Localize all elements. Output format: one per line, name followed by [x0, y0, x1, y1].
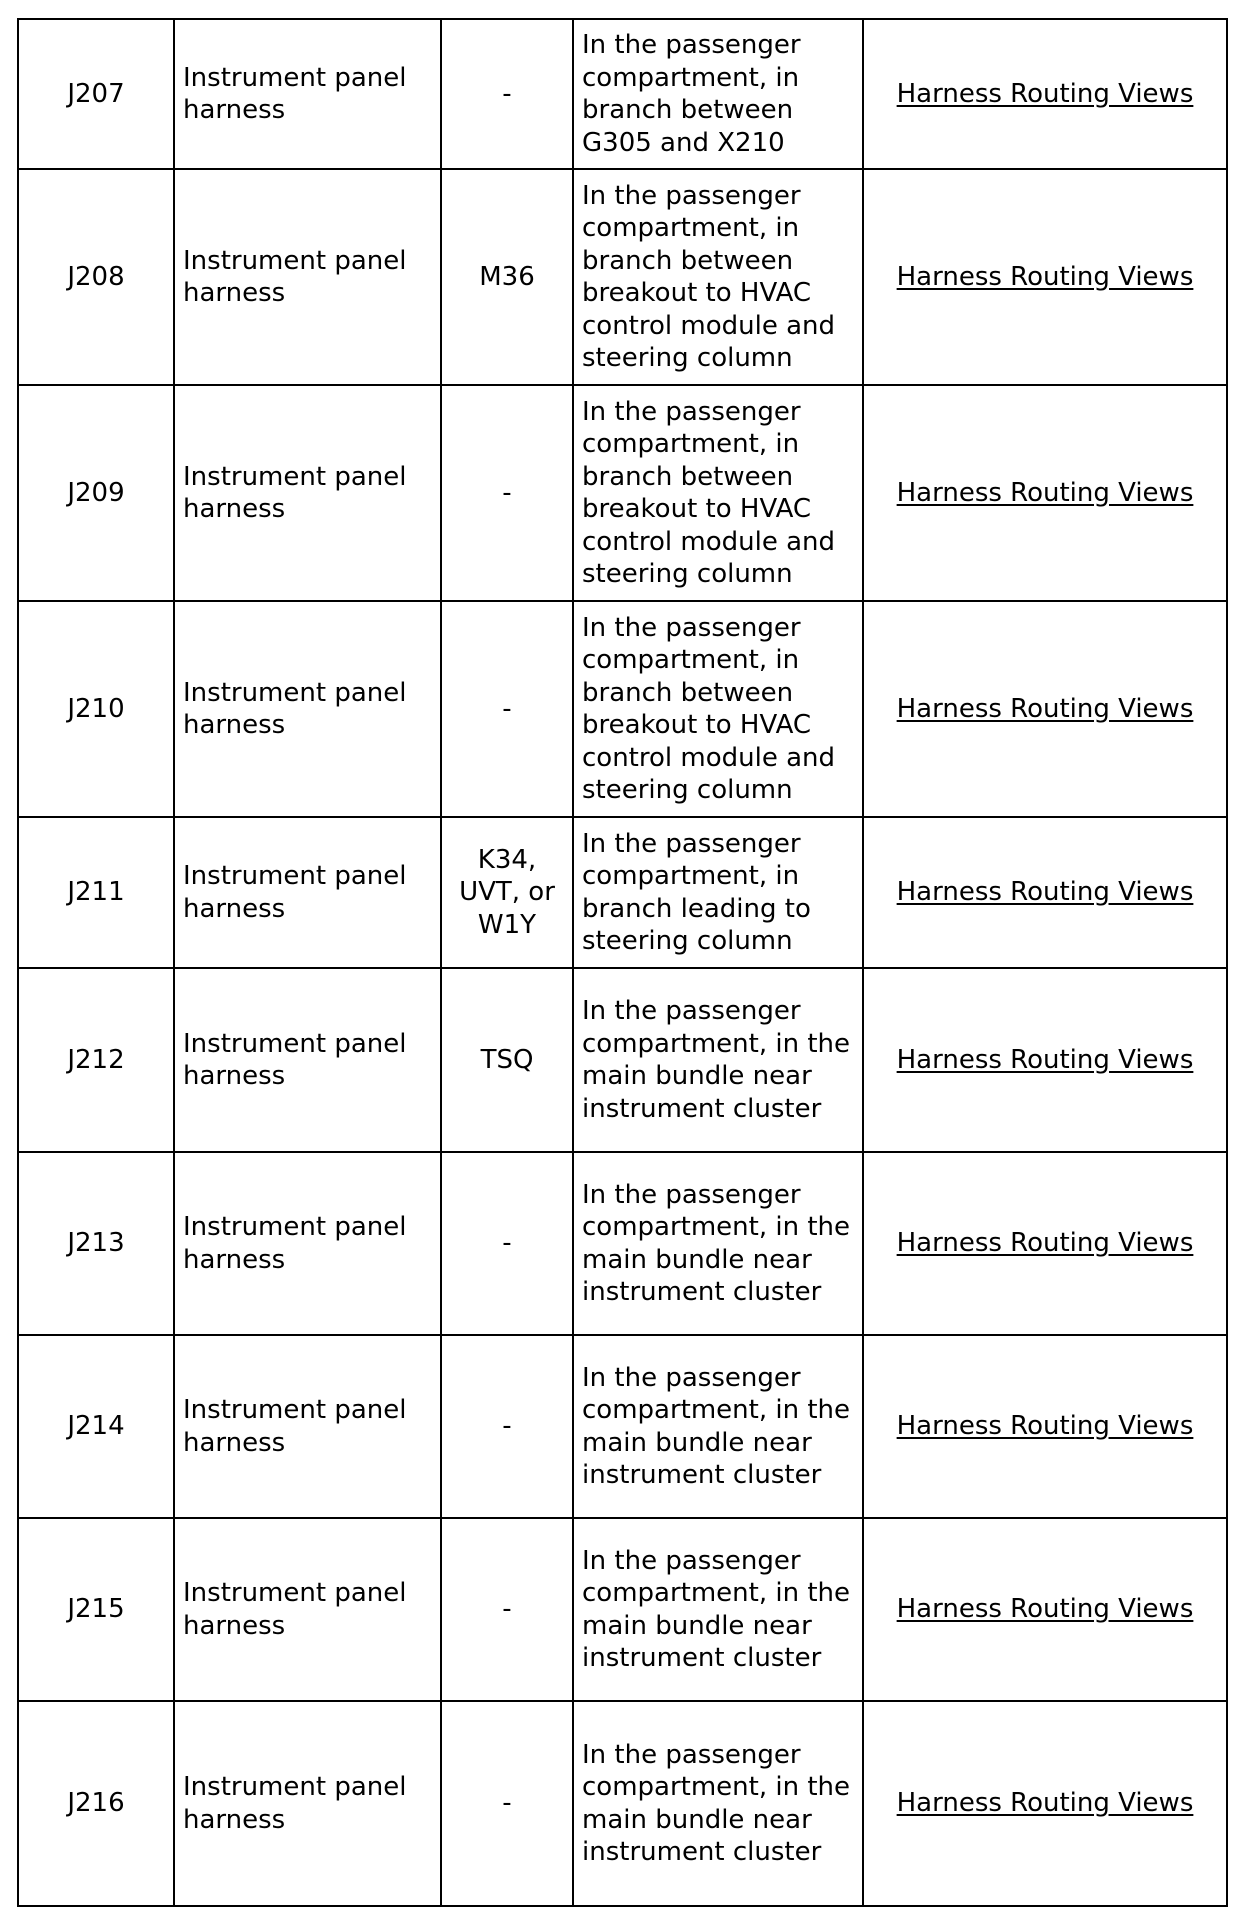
harness-routing-views-link[interactable]: Harness Routing Views [896, 1411, 1194, 1442]
table-row [18, 19, 1227, 169]
harness-cell: Instrument panel harness [174, 601, 441, 817]
option-cell: - [441, 385, 573, 601]
option-cell: - [441, 19, 573, 169]
location-cell: In the passenger compartment, in branch between breakout to HVAC control module and steering column [573, 601, 863, 817]
splice-table-container [17, 18, 1226, 1907]
splice-id-cell: J212 [18, 968, 174, 1152]
location-cell: In the passenger compartment, in branch between breakout to HVAC control module and steering column [573, 385, 863, 601]
option-cell: - [441, 601, 573, 817]
harness-cell: Instrument panel harness [174, 1518, 441, 1701]
table-row [18, 601, 1227, 817]
table-row [18, 169, 1227, 385]
splice-id-cell: J211 [18, 817, 174, 968]
routing-link-cell [863, 817, 1227, 968]
harness-cell: Instrument panel harness [174, 385, 441, 601]
option-cell: - [441, 1335, 573, 1518]
harness-cell: Instrument panel harness [174, 1152, 441, 1335]
routing-link-cell [863, 1152, 1227, 1335]
location-cell: In the passenger compartment, in branch between G305 and X210 [573, 19, 863, 169]
splice-id-cell: J210 [18, 601, 174, 817]
table-row [18, 817, 1227, 968]
harness-cell: Instrument panel harness [174, 19, 441, 169]
option-cell: - [441, 1701, 573, 1906]
table-row [18, 1335, 1227, 1518]
routing-link-cell [863, 968, 1227, 1152]
routing-link-cell [863, 1335, 1227, 1518]
splice-id-cell: J209 [18, 385, 174, 601]
harness-cell: Instrument panel harness [174, 1335, 441, 1518]
location-cell: In the passenger compartment, in the main bundle near instrument cluster [573, 1701, 863, 1906]
harness-routing-views-link[interactable]: Harness Routing Views [896, 261, 1194, 292]
harness-routing-views-link[interactable]: Harness Routing Views [896, 693, 1194, 724]
location-cell: In the passenger compartment, in the main bundle near instrument cluster [573, 1518, 863, 1701]
routing-link-cell [863, 19, 1227, 169]
routing-link-cell [863, 1518, 1227, 1701]
splice-id-cell: J208 [18, 169, 174, 385]
splice-id-cell: J215 [18, 1518, 174, 1701]
splice-id-cell: J213 [18, 1152, 174, 1335]
harness-cell: Instrument panel harness [174, 817, 441, 968]
location-cell: In the passenger compartment, in branch leading to steering column [573, 817, 863, 968]
option-cell: K34, UVT, or W1Y [441, 817, 573, 968]
harness-routing-views-link[interactable]: Harness Routing Views [896, 1788, 1194, 1819]
table-row [18, 385, 1227, 601]
routing-link-cell [863, 601, 1227, 817]
harness-routing-views-link[interactable]: Harness Routing Views [896, 1228, 1194, 1259]
harness-routing-views-link[interactable]: Harness Routing Views [896, 1044, 1194, 1075]
splice-id-cell: J216 [18, 1701, 174, 1906]
location-cell: In the passenger compartment, in the main bundle near instrument cluster [573, 1152, 863, 1335]
harness-routing-views-link[interactable]: Harness Routing Views [896, 1594, 1194, 1625]
routing-link-cell [863, 169, 1227, 385]
harness-cell: Instrument panel harness [174, 1701, 441, 1906]
table-row [18, 1518, 1227, 1701]
splice-table [17, 18, 1228, 1907]
harness-routing-views-link[interactable]: Harness Routing Views [896, 78, 1194, 109]
table-row [18, 1701, 1227, 1906]
harness-cell: Instrument panel harness [174, 169, 441, 385]
harness-cell: Instrument panel harness [174, 968, 441, 1152]
table-row [18, 968, 1227, 1152]
option-cell: TSQ [441, 968, 573, 1152]
splice-id-cell: J214 [18, 1335, 174, 1518]
routing-link-cell [863, 1701, 1227, 1906]
option-cell: - [441, 1518, 573, 1701]
location-cell: In the passenger compartment, in the main bundle near instrument cluster [573, 968, 863, 1152]
location-cell: In the passenger compartment, in the main bundle near instrument cluster [573, 1335, 863, 1518]
harness-routing-views-link[interactable]: Harness Routing Views [896, 477, 1194, 508]
location-cell: In the passenger compartment, in branch between breakout to HVAC control module and steering column [573, 169, 863, 385]
harness-routing-views-link[interactable]: Harness Routing Views [896, 877, 1194, 908]
routing-link-cell [863, 385, 1227, 601]
option-cell: M36 [441, 169, 573, 385]
table-row [18, 1152, 1227, 1335]
option-cell: - [441, 1152, 573, 1335]
splice-id-cell: J207 [18, 19, 174, 169]
